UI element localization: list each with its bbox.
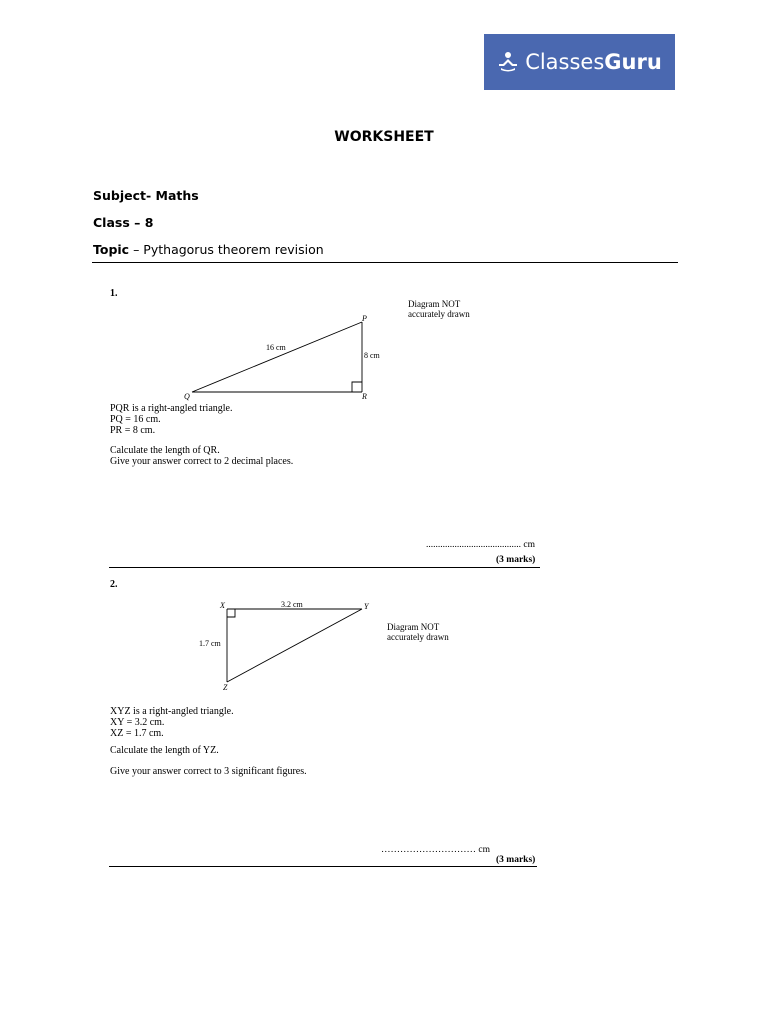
topic-line <box>93 242 324 257</box>
question-2-marks: (3 marks) <box>496 855 536 865</box>
question-1-label-R: R <box>362 392 367 401</box>
question-1-given-line2: PQ = 16 cm. <box>110 414 161 425</box>
question-2-given <box>110 706 234 739</box>
question-2-given-line2: XY = 3.2 cm. <box>110 717 165 728</box>
class-line <box>93 215 153 230</box>
question-2-given-line1: XYZ is a right-angled triangle. <box>110 706 234 717</box>
question-1-given-line3: PR = 8 cm. <box>110 425 156 436</box>
question-1-label-hyp: 16 cm <box>266 343 286 352</box>
question-1-marks: (3 marks) <box>496 555 536 565</box>
subject-label: Subject- Maths <box>93 188 199 203</box>
question-2-task-line2: Give your answer correct to 3 significant figures. <box>110 766 307 777</box>
question-1-label-P: P <box>362 314 367 323</box>
question-2-label-Z: Z <box>223 683 228 692</box>
question-1-diagram-note <box>408 299 470 319</box>
meditation-person-icon <box>497 51 519 73</box>
question-1-note-line1: Diagram NOT <box>408 299 461 309</box>
question-2-triangle-diagram <box>220 600 370 690</box>
question-1-number: 1. <box>110 288 118 299</box>
question-1-given-line1: PQR is a right-angled triangle. <box>110 403 233 414</box>
question-1-triangle-diagram <box>180 310 380 400</box>
header-divider <box>92 262 678 263</box>
question-1-task-line2: Give your answer correct to 2 decimal places. <box>110 456 294 467</box>
question-1-divider <box>109 567 540 568</box>
logo-text-bold: Guru <box>604 50 662 74</box>
topic-value: – Pythagorus theorem revision <box>129 242 324 257</box>
subject-line <box>93 188 199 203</box>
question-1-label-Q: Q <box>184 392 190 401</box>
question-1-task-line1: Calculate the length of QR. <box>110 445 220 456</box>
question-2-label-X: X <box>220 601 225 610</box>
question-2-number: 2. <box>110 579 118 590</box>
class-label: Class – 8 <box>93 215 154 230</box>
classesguru-logo <box>484 34 675 90</box>
question-2-label-side: 1.7 cm <box>199 639 221 648</box>
question-1-task <box>110 445 293 467</box>
page-title: WORKSHEET <box>334 129 434 145</box>
question-2-label-Y: Y <box>364 602 369 611</box>
question-2-label-top: 3.2 cm <box>281 600 303 609</box>
question-2-divider <box>109 866 537 867</box>
logo-text-regular: Classes <box>525 50 605 74</box>
question-2-note-line2: accurately drawn <box>387 632 449 642</box>
question-2-task-line1: Calculate the length of YZ. <box>110 745 219 756</box>
question-1-label-side: 8 cm <box>364 351 380 360</box>
question-1-note-line2: accurately drawn <box>408 309 470 319</box>
question-2-note-line1: Diagram NOT <box>387 622 440 632</box>
question-2-answer-line[interactable]: ………………………… cm <box>381 845 490 855</box>
question-1-given <box>110 403 232 436</box>
topic-label: Topic <box>93 242 130 257</box>
question-2-given-line3: XZ = 1.7 cm. <box>110 728 164 739</box>
question-1-answer-line[interactable]: ........................................ cm <box>426 540 535 550</box>
question-2-diagram-note <box>387 622 449 642</box>
